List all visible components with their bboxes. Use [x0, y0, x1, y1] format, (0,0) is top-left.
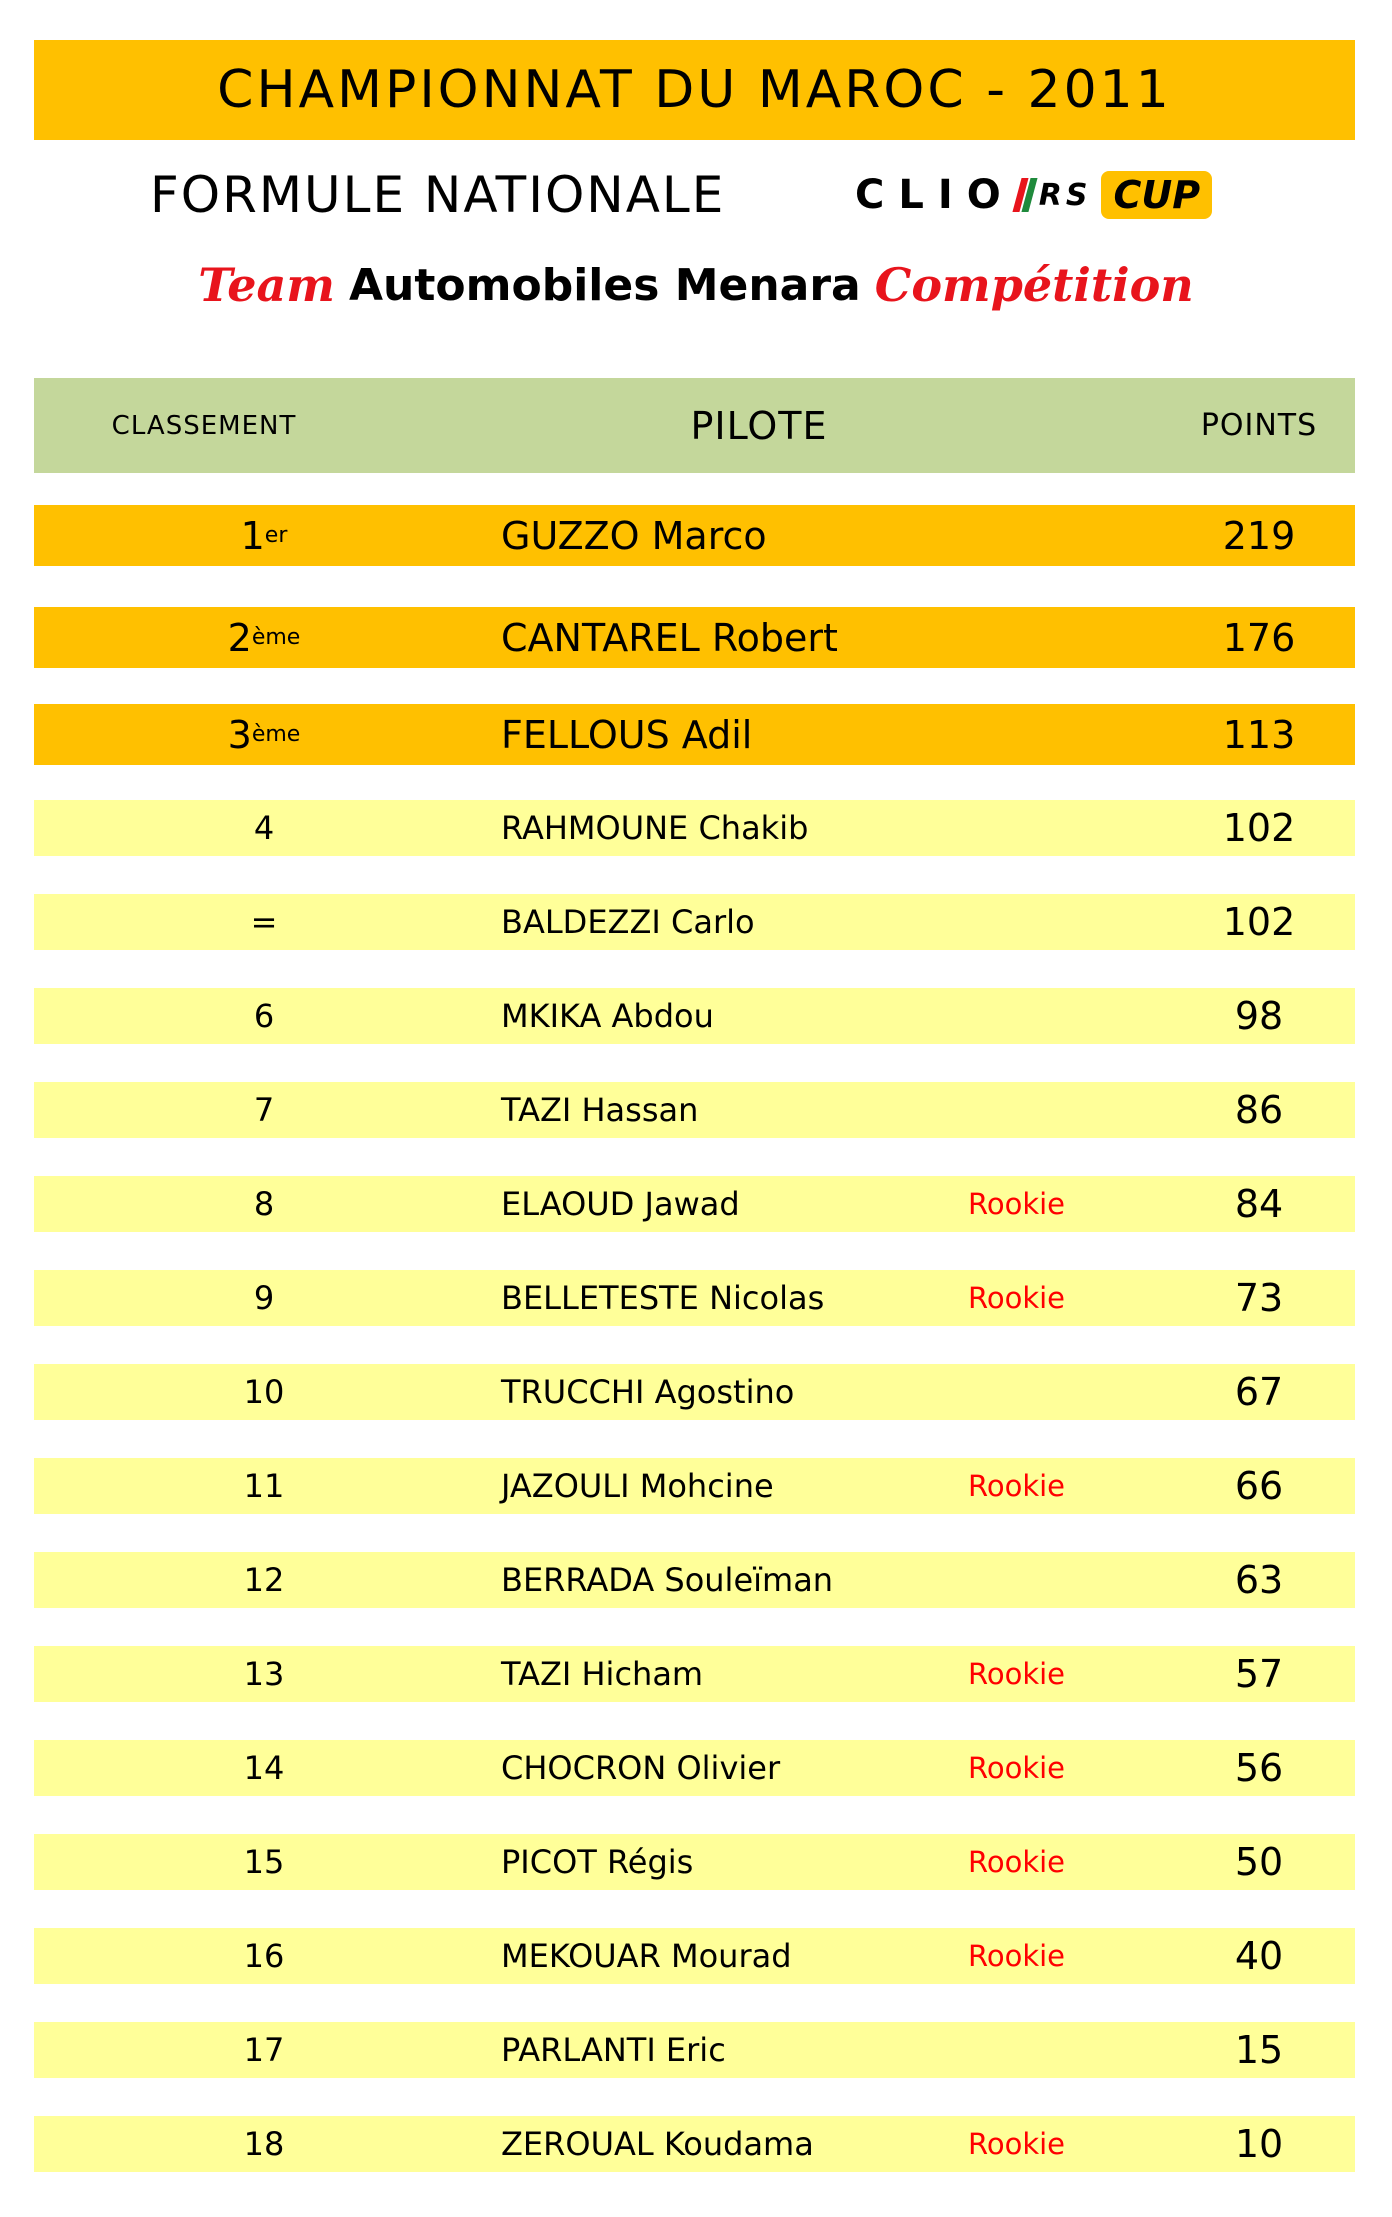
pilot-name: RAHMOUNE Chakib [501, 809, 809, 847]
pilot-name: TRUCCHI Agostino [501, 1373, 795, 1411]
rank-cell [34, 1552, 494, 1608]
table-row [34, 800, 1355, 856]
points-value: 102 [1222, 806, 1296, 850]
rank-cell [34, 1270, 494, 1326]
rank-number: 7 [253, 1091, 275, 1129]
table-row [34, 1928, 1355, 1984]
points-value: 40 [1234, 1934, 1284, 1978]
table-row [34, 2022, 1355, 2078]
pilot-name: PICOT Régis [501, 1843, 694, 1881]
rank-number: 17 [243, 2031, 285, 2069]
table-row [34, 1552, 1355, 1608]
rank-number: 13 [243, 1655, 285, 1693]
pilot-name: TAZI Hicham [501, 1655, 704, 1693]
table-row [34, 988, 1355, 1044]
pilot-name: PARLANTI Eric [501, 2031, 726, 2069]
rank-suffix: er [264, 523, 288, 548]
pilot-name: CANTAREL Robert [501, 615, 838, 660]
rank-cell [34, 607, 494, 668]
pilot-name: ELAOUD Jawad [501, 1185, 740, 1223]
logo-rs-text: RS [1038, 177, 1092, 213]
points-value: 113 [1222, 712, 1296, 757]
rank-number: 4 [253, 809, 275, 847]
rookie-badge: Rookie [968, 1281, 1066, 1315]
rookie-badge: Rookie [968, 1469, 1066, 1503]
pilot-name: CHOCRON Olivier [501, 1749, 781, 1787]
logo-cup-badge: CUP [1101, 171, 1212, 219]
table-row [34, 1270, 1355, 1326]
table-row [34, 1646, 1355, 1702]
page-title: CHAMPIONNAT DU MAROC - 2011 [34, 40, 1355, 140]
rank-suffix: ème [251, 625, 301, 650]
points-value: 67 [1234, 1370, 1284, 1414]
table-row [34, 894, 1355, 950]
table-row [34, 1082, 1355, 1138]
pilot-name: BERRADA Souleïman [501, 1561, 834, 1599]
rank-number: 8 [253, 1185, 275, 1223]
rank-cell [34, 704, 494, 765]
team-prefix: Team [198, 258, 335, 312]
points-value: 73 [1234, 1276, 1284, 1320]
points-value: 57 [1234, 1652, 1284, 1696]
logo-clio-text: CLIO [855, 172, 1015, 218]
points-value: 86 [1234, 1088, 1284, 1132]
rank-cell [34, 1834, 494, 1890]
pilot-name: BALDEZZI Carlo [501, 903, 755, 941]
team-name: Automobiles Menara [348, 259, 861, 311]
rank-cell [34, 1364, 494, 1420]
header-pilot: PILOTE [690, 403, 828, 448]
rank-number: 3 [227, 712, 252, 757]
pilot-name: ZEROUAL Koudama [501, 2125, 814, 2163]
rank-number: 10 [243, 1373, 285, 1411]
points-value: 176 [1222, 615, 1296, 660]
table-row [34, 505, 1355, 566]
points-value: 50 [1234, 1840, 1284, 1884]
rank-cell [34, 1458, 494, 1514]
rank-number: 11 [243, 1467, 285, 1505]
rookie-badge: Rookie [968, 1845, 1066, 1879]
pilot-name: BELLETESTE Nicolas [501, 1279, 825, 1317]
subtitle: FORMULE NATIONALE [150, 166, 726, 224]
table-row [34, 1740, 1355, 1796]
rank-number: 2 [227, 615, 252, 660]
pilot-name: JAZOULI Mohcine [501, 1467, 774, 1505]
rank-cell [34, 1928, 494, 1984]
table-row [34, 607, 1355, 668]
rookie-badge: Rookie [968, 1939, 1066, 1973]
rank-number: 15 [243, 1843, 285, 1881]
table-row [34, 704, 1355, 765]
rank-cell [34, 1176, 494, 1232]
rank-suffix: ème [251, 722, 301, 747]
points-value: 219 [1222, 513, 1296, 558]
pilot-name: FELLOUS Adil [501, 712, 753, 757]
pilot-name: GUZZO Marco [501, 513, 767, 558]
table-row [34, 1458, 1355, 1514]
rookie-badge: Rookie [968, 1657, 1066, 1691]
points-value: 66 [1234, 1464, 1284, 1508]
points-value: 84 [1234, 1182, 1284, 1226]
table-row [34, 1176, 1355, 1232]
pilot-name: MEKOUAR Mourad [501, 1937, 792, 1975]
rank-cell [34, 505, 494, 566]
team-line [0, 250, 1392, 320]
points-value: 98 [1234, 994, 1284, 1038]
rank-cell [34, 2022, 494, 2078]
points-value: 63 [1234, 1558, 1284, 1602]
points-value: 15 [1234, 2028, 1284, 2072]
team-suffix: Compétition [874, 258, 1194, 312]
points-value: 102 [1222, 900, 1296, 944]
points-value: 10 [1234, 2122, 1284, 2166]
rank-number: = [250, 903, 278, 941]
header-points: POINTS [1200, 408, 1318, 443]
rank-number: 6 [253, 997, 275, 1035]
rank-number: 9 [253, 1279, 275, 1317]
clio-rs-cup-logo [855, 160, 1212, 230]
table-header [34, 378, 1355, 473]
rank-cell [34, 800, 494, 856]
rank-number: 1 [240, 513, 265, 558]
pilot-name: TAZI Hassan [501, 1091, 699, 1129]
rank-number: 16 [243, 1937, 285, 1975]
pilot-name: MKIKA Abdou [501, 997, 714, 1035]
rank-number: 18 [243, 2125, 285, 2163]
rank-number: 14 [243, 1749, 285, 1787]
rank-cell [34, 988, 494, 1044]
table-row [34, 2116, 1355, 2172]
table-row [34, 1834, 1355, 1890]
points-value: 56 [1234, 1746, 1284, 1790]
rookie-badge: Rookie [968, 1751, 1066, 1785]
rank-cell [34, 2116, 494, 2172]
header-rank: CLASSEMENT [111, 410, 297, 441]
rookie-badge: Rookie [968, 2127, 1066, 2161]
rs-mark [1017, 178, 1092, 213]
rookie-badge: Rookie [968, 1187, 1066, 1221]
rank-cell [34, 1646, 494, 1702]
rank-cell [34, 1740, 494, 1796]
rank-number: 12 [243, 1561, 285, 1599]
table-row [34, 1364, 1355, 1420]
rank-cell [34, 894, 494, 950]
rank-cell [34, 1082, 494, 1138]
